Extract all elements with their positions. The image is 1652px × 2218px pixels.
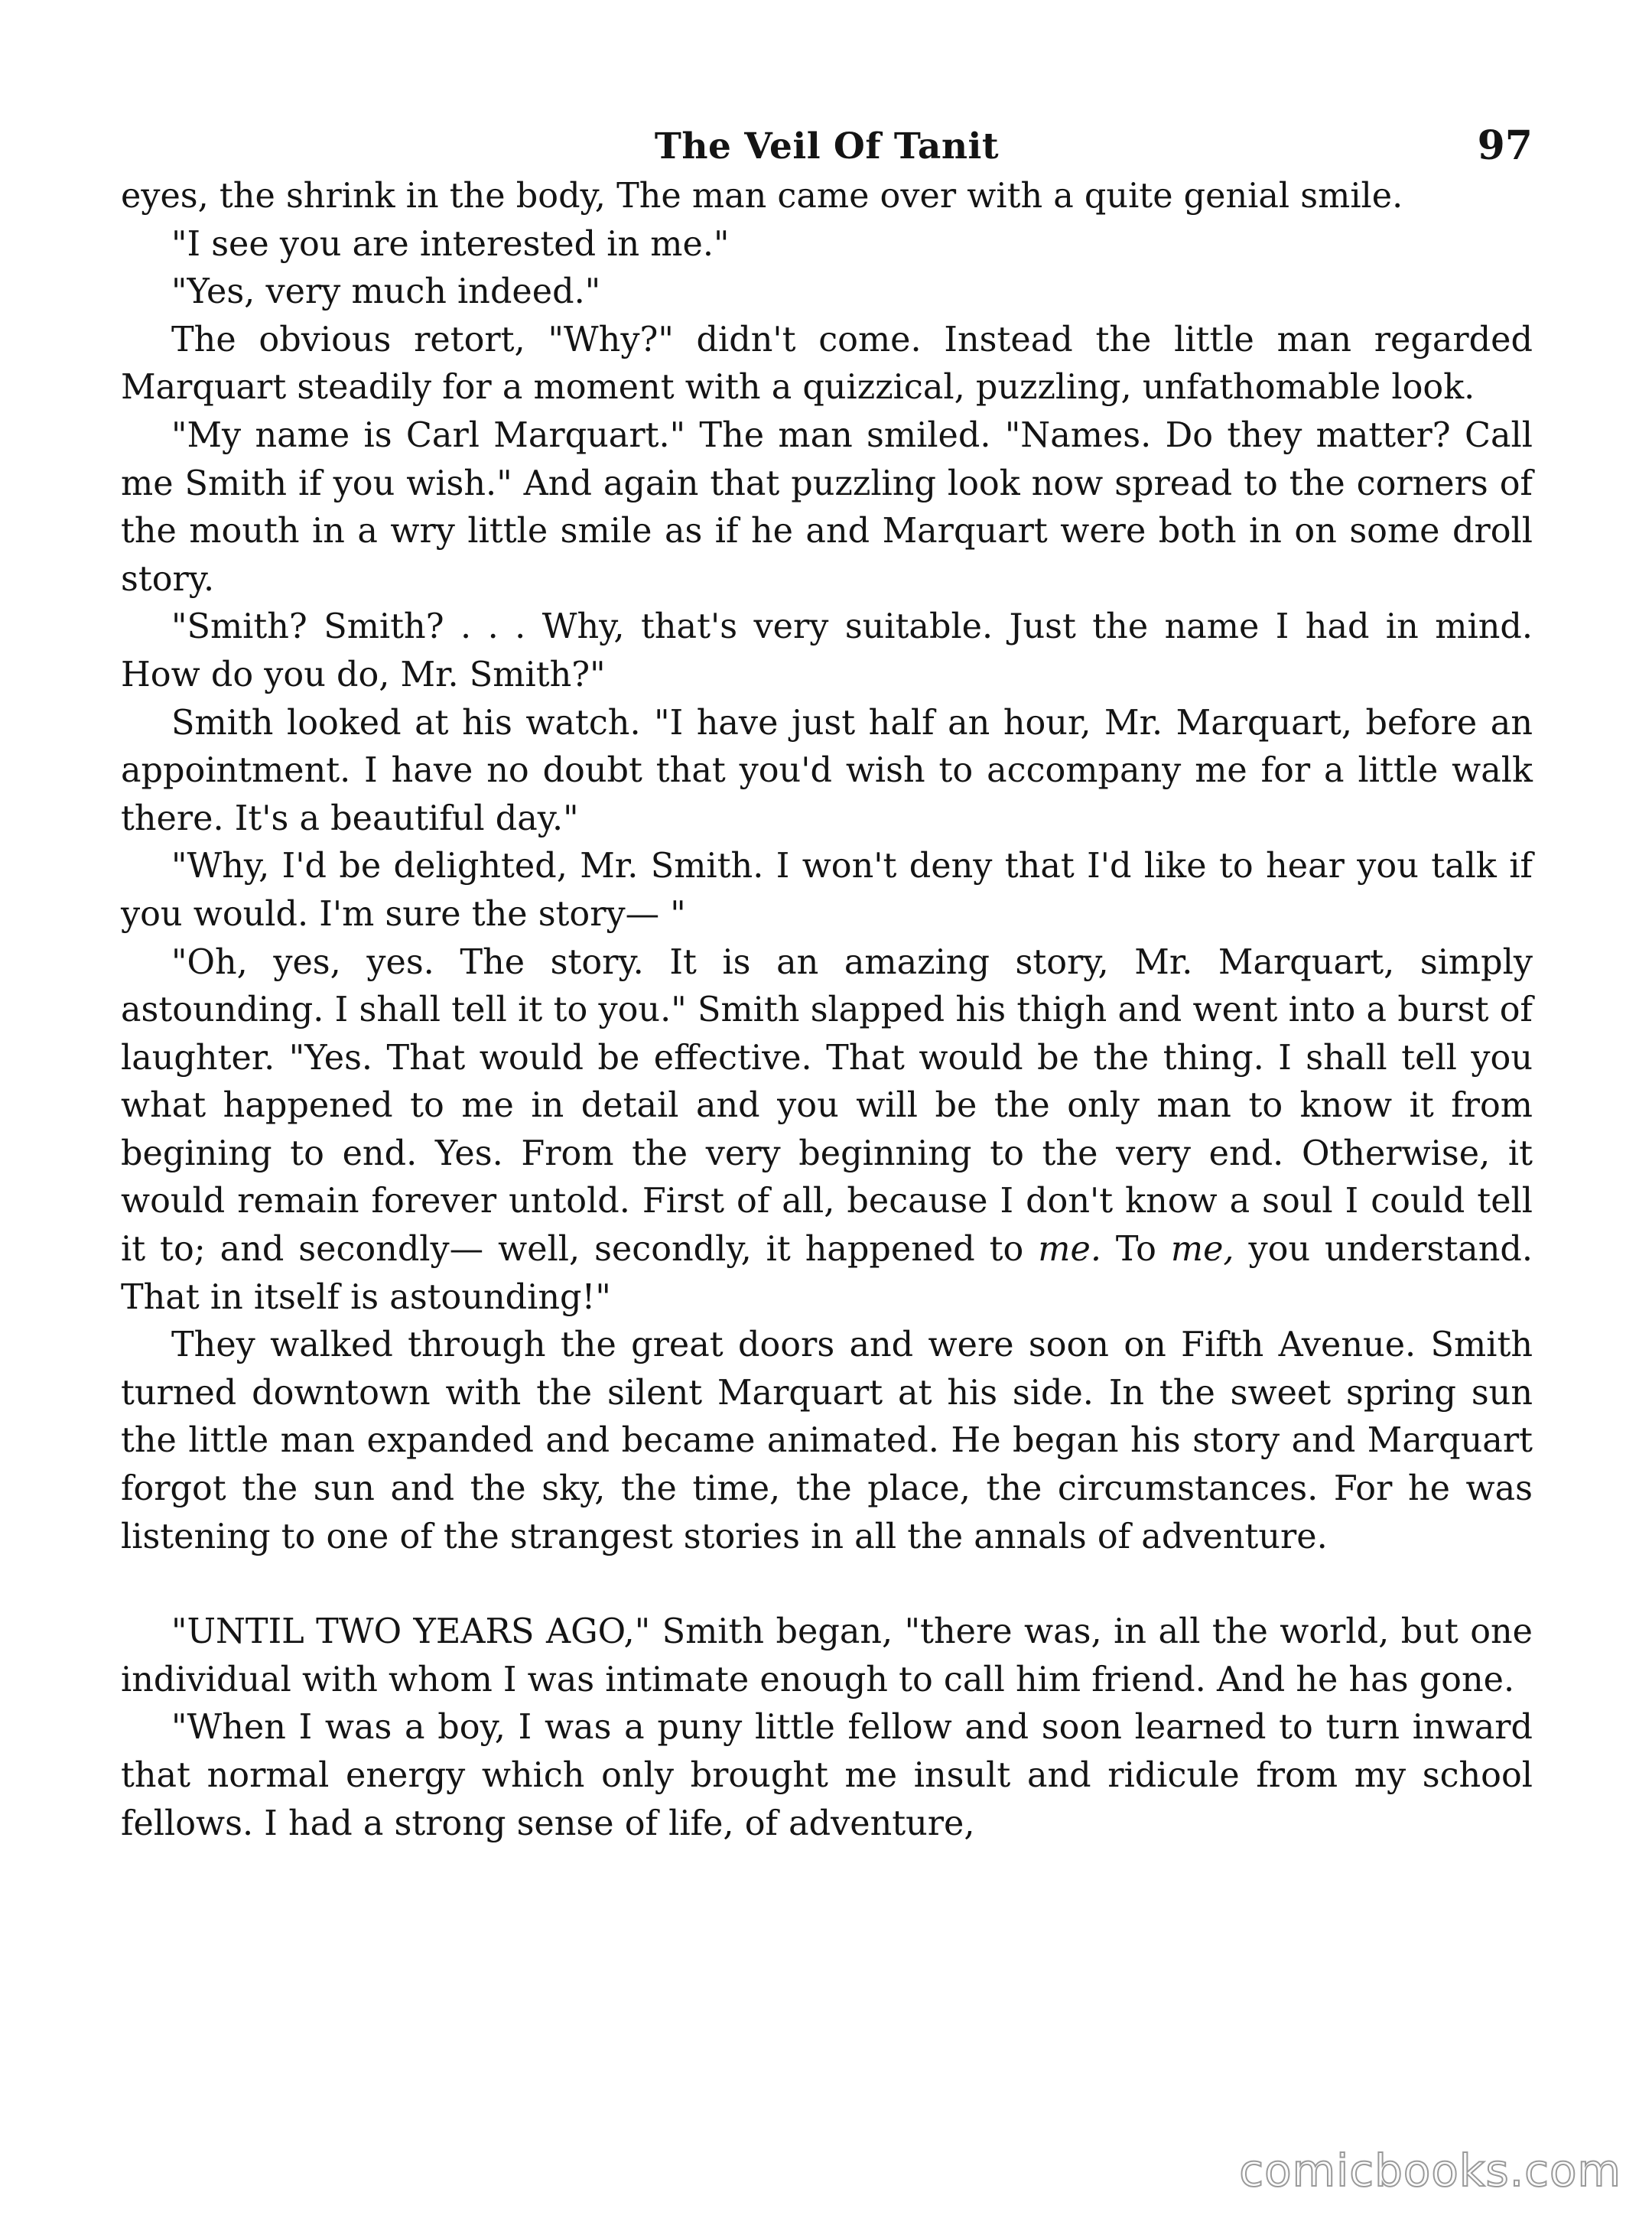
paragraph: They walked through the great doors and were soon on Fifth Avenue. Smith turned downtown with the silent Marquart at his side. In the sweet spring sun the little man expanded and became animated. He began his story and Marquart forgot the sun and the sky, the time, the place, the circumstances. For he was listening to one of the strangest stories in all the annals of adventure. [121,1325,1533,1556]
paragraph: "I see you are interested in me." [171,224,730,264]
paragraph: eyes, the shrink in the body, The man came over with a quite genial smile. [121,177,1403,216]
italic-word: me. [1038,1230,1101,1270]
paragraph: "Yes, very much indeed." [171,272,601,312]
paragraph: "When I was a boy, I was a puny little fellow and soon learned to turn inward that normal energy which only brought me insult and ridicule from my school fellows. I had a strong sense of life, of adventure, [121,1708,1533,1843]
paragraph: "Why, I'd be delighted, Mr. Smith. I won't deny that I'd like to hear you talk if you would. I'm sure the story— " [121,847,1533,934]
paragraph: The obvious retort, "Why?" didn't come. Instead the little man regarded Marquart steadily for a moment with a quizzical, puzzling, unfathomable look. [121,320,1533,408]
paragraph-text: To [1101,1230,1171,1270]
italic-word: me, [1170,1230,1234,1270]
watermark: comicbooks.com [1239,2145,1621,2197]
paragraph: "UNTIL TWO YEARS AGO," Smith began, "there was, in all the world, but one individual with whom I was intimate enough to call him friend. And he has gone. [121,1612,1533,1699]
running-head [121,122,1533,173]
running-title: The Veil Of Tanit [654,125,1000,167]
section-break [121,1561,1533,1608]
paragraph: "My name is Carl Marquart." The man smiled. "Names. Do they matter? Call me Smith if you wish." And again that puzzling look now spread to the corners of the mouth in a wry little smile as if he and Marquart were both in on some droll story. [121,415,1533,599]
paragraph-text: you understand. That in itself is astounding!" [121,1230,1533,1317]
body-text [121,173,1533,1848]
paragraph: Smith looked at his watch. "I have just half an hour, Mr. Marquart, before an appointment. I have no doubt that you'd wish to accompany me for a little walk there. It's a beautiful day." [121,703,1533,838]
page-number: 97 [1477,122,1533,169]
paragraph: "Smith? Smith? . . . Why, that's very suitable. Just the name I had in mind. How do you do, Mr. Smith?" [121,607,1533,694]
paragraph [121,939,1533,1322]
book-page [121,122,1533,1848]
paragraph-text: "Oh, yes, yes. The story. It is an amazing story, Mr. Marquart, simply astounding. I shall tell it to you." Smith slapped his thigh and went into a burst of laughter. "Yes. That would be effective. That would be the thing. I shall tell you what happened to me in detail and you will be the only man to know it from begining to end. Yes. From the very beginning to the very end. Otherwise, it would remain forever untold. First of all, because I don't know a soul I could tell it to; and secondly— well, secondly, it happened to [121,942,1533,1270]
